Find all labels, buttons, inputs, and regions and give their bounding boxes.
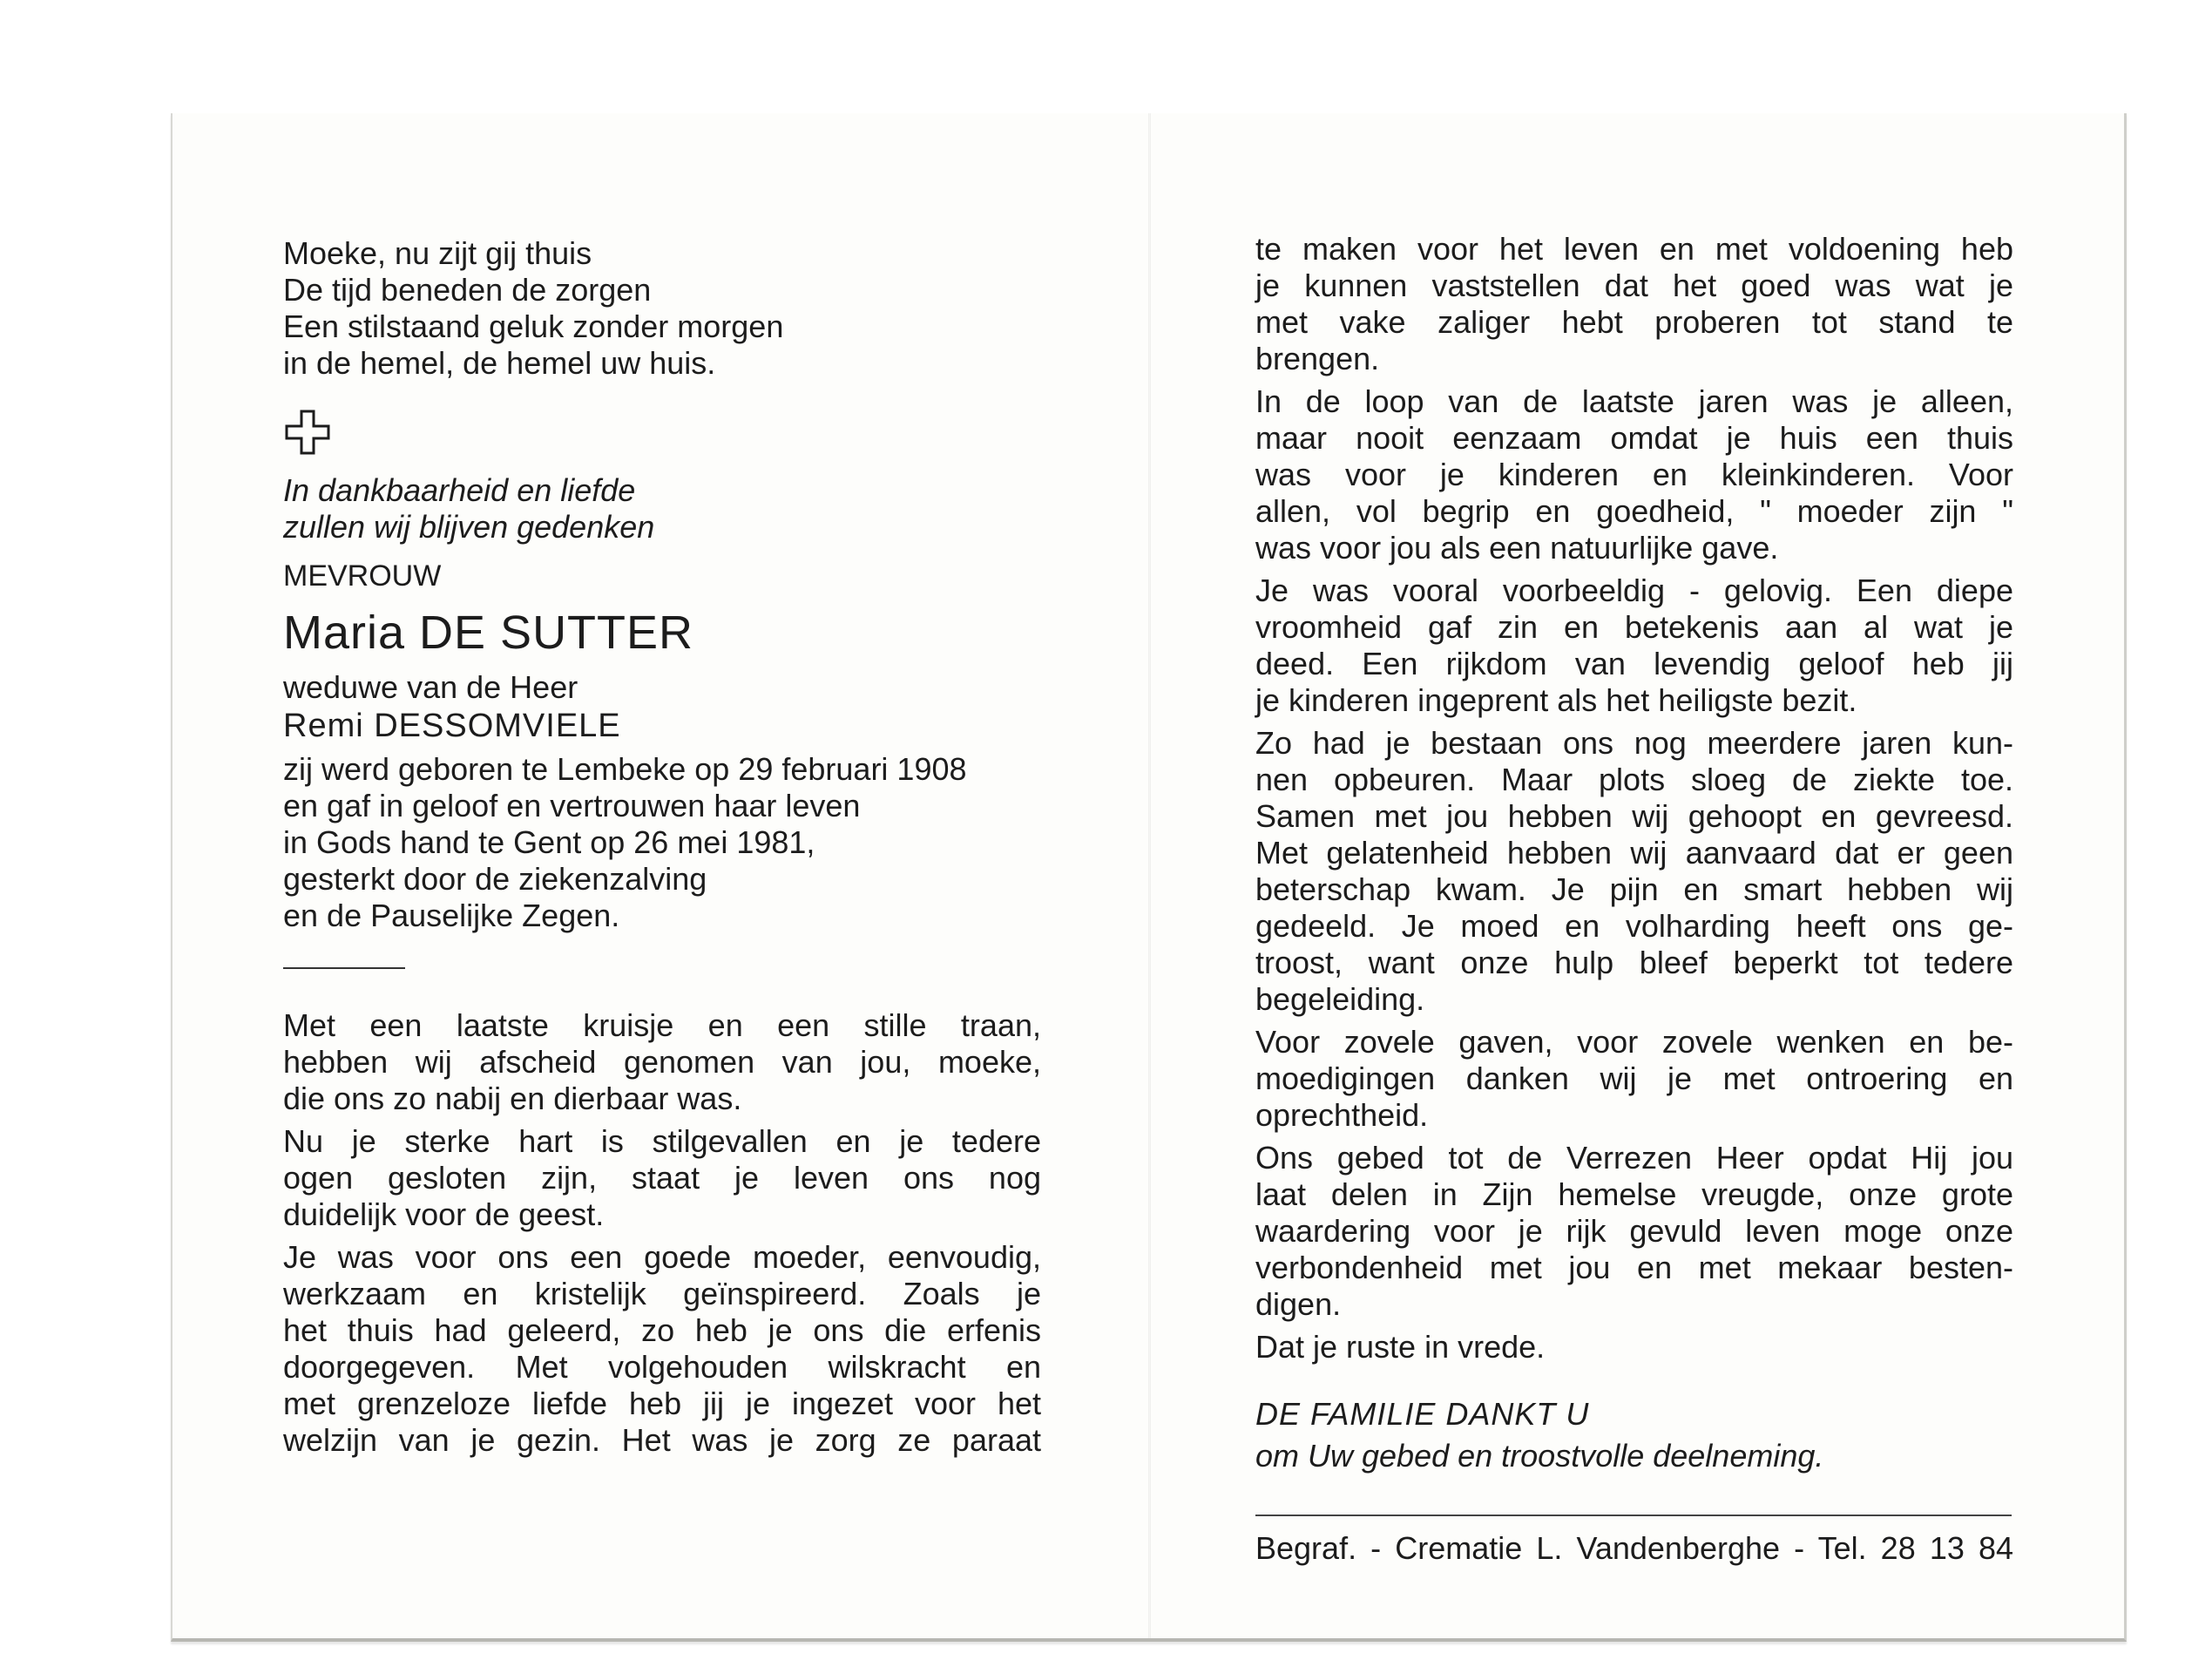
card-fold <box>1148 113 1151 1638</box>
text-line: allen, vol begrip en goedheid, " moeder zijn " <box>1255 493 2013 529</box>
cross-icon <box>283 408 332 457</box>
paragraph <box>283 1123 1041 1233</box>
paragraph <box>1255 1140 2013 1323</box>
biography-line: zij werd geboren te Lembeke op 29 februari 1908 <box>283 751 967 787</box>
text-line: Je was voor ons een goede moeder, eenvoudig, <box>283 1239 1041 1275</box>
text-line: het thuis had geleerd, zo heb je ons die erfenis <box>283 1312 1041 1348</box>
text-line: Ons gebed tot de Verrezen Heer opdat Hij jou <box>1255 1140 2013 1176</box>
text-line: nen opbeuren. Maar plots sloeg de ziekte toe. <box>1255 762 2013 797</box>
undertaker-footer: Begraf. - Crematie L. Vandenberghe - Tel. 28 13 84 <box>1255 1530 2013 1566</box>
paragraph <box>1255 383 2013 566</box>
text-line: laat delen in Zijn hemelse vreugde, onze grote <box>1255 1176 2013 1212</box>
text-line: Je was vooral voorbeeldig - gelovig. Een diepe <box>1255 573 2013 608</box>
paragraph <box>1255 1024 2013 1134</box>
paragraph <box>283 1007 1041 1117</box>
text-line: Dat je ruste in vrede. <box>1255 1329 1546 1365</box>
text-line: maar nooit eenzaam omdat je huis een thuis <box>1255 420 2013 456</box>
text-line: werkzaam en kristelijk geïnspireerd. Zoals je <box>283 1276 1041 1311</box>
thanks-line: om Uw gebed en troostvolle deelneming. <box>1255 1438 1824 1474</box>
text-line: was voor je kinderen en kleinkinderen. Voor <box>1255 457 2013 492</box>
text-line: Met gelatenheid hebben wij aanvaard dat er geen <box>1255 835 2013 871</box>
text-line: duidelijk voor de geest. <box>283 1196 605 1232</box>
dedication <box>283 472 1041 546</box>
text-line: Nu je sterke hart is stilgevallen en je tedere <box>283 1123 1041 1159</box>
text-line: Zo had je bestaan ons nog meerdere jaren kun- <box>1255 725 2013 761</box>
poem-line: Een stilstaand geluk zonder morgen <box>283 308 784 344</box>
text-line: vroomheid gaf zin en betekenis aan al wat je <box>1255 609 2013 645</box>
deceased-name: Maria DE SUTTER <box>283 606 694 659</box>
text-line: doorgegeven. Met volgehouden wilskracht en <box>283 1349 1041 1385</box>
text-line: brengen. <box>1255 341 1380 376</box>
left-text <box>283 1007 1041 1459</box>
husband-name: Remi DESSOMVIELE <box>283 708 621 744</box>
text-line: ogen gesloten zijn, staat je leven ons nog <box>283 1160 1041 1196</box>
text-line: beterschap kwam. Je pijn en smart hebben wij <box>1255 871 2013 907</box>
biography-line: in Gods hand te Gent op 26 mei 1981, <box>283 824 815 860</box>
biography <box>283 751 1041 934</box>
dedication-line: In dankbaarheid en liefde <box>283 472 636 508</box>
biography-line: en de Pauselijke Zegen. <box>283 898 620 933</box>
text-line: moedigingen danken wij je met ontroering en <box>1255 1061 2013 1096</box>
poem <box>283 235 1041 382</box>
thanks-heading: DE FAMILIE DANKT U <box>1255 1396 1590 1432</box>
biography-line: en gaf in geloof en vertrouwen haar leven <box>283 788 861 823</box>
poem-line: in de hemel, de hemel uw huis. <box>283 345 716 381</box>
text-line: In de loop van de laatste jaren was je alleen, <box>1255 383 2013 419</box>
paragraph <box>1255 1329 2013 1365</box>
paragraph <box>283 1239 1041 1459</box>
text-line: met vake zaliger hebt proberen tot stand te <box>1255 304 2013 340</box>
text-line: was voor jou als een natuurlijke gave. <box>1255 530 1779 566</box>
text-line: deed. Een rijkdom van levendig geloof heb jij <box>1255 646 2013 681</box>
left-page <box>283 235 1041 1465</box>
widow-of: weduwe van de Heer <box>283 669 578 705</box>
title: MEVROUW <box>283 559 442 593</box>
text-line: met grenzeloze liefde heb jij je ingezet voor het <box>283 1386 1041 1421</box>
biography-line: gesterkt door de ziekenzalving <box>283 861 707 897</box>
text-line: digen. <box>1255 1286 1342 1322</box>
paragraph <box>1255 231 2013 377</box>
text-line: hebben wij afscheid genomen van jou, moeke, <box>283 1044 1041 1080</box>
right-page <box>1255 231 2013 1567</box>
poem-line: De tijd beneden de zorgen <box>283 272 652 308</box>
text-line: oprechtheid. <box>1255 1097 1429 1133</box>
poem-line: Moeke, nu zijt gij thuis <box>283 235 592 271</box>
footer-divider <box>1255 1515 2012 1516</box>
text-line: Samen met jou hebben wij gehoopt en gevreesd. <box>1255 798 2013 834</box>
text-line: begeleiding. <box>1255 981 1425 1017</box>
text-line: te maken voor het leven en met voldoening heb <box>1255 231 2013 267</box>
text-line: troost, want onze hulp bleef beperkt tot tedere <box>1255 945 2013 980</box>
text-line: gedeeld. Je moed en volharding heeft ons ge- <box>1255 908 2013 944</box>
paragraph <box>1255 725 2013 1018</box>
dedication-line: zullen wij blijven gedenken <box>283 509 655 545</box>
thanks <box>1255 1396 2013 1474</box>
text-line: Voor zovele gaven, voor zovele wenken en be- <box>1255 1024 2013 1060</box>
paragraph <box>1255 573 2013 719</box>
text-line: welzijn van je gezin. Het was je zorg ze paraat <box>283 1422 1041 1458</box>
divider <box>283 967 405 969</box>
text-line: Met een laatste kruisje en een stille traan, <box>283 1007 1041 1043</box>
text-line: verbondenheid met jou en met mekaar besten- <box>1255 1250 2013 1285</box>
text-line: waardering voor je rijk gevuld leven moge onze <box>1255 1213 2013 1249</box>
text-line: je kinderen ingeprent als het heiligste bezit. <box>1255 682 1857 718</box>
text-line: je kunnen vaststellen dat het goed was wat je <box>1255 268 2013 303</box>
text-line: die ons zo nabij en dierbaar was. <box>283 1081 742 1116</box>
